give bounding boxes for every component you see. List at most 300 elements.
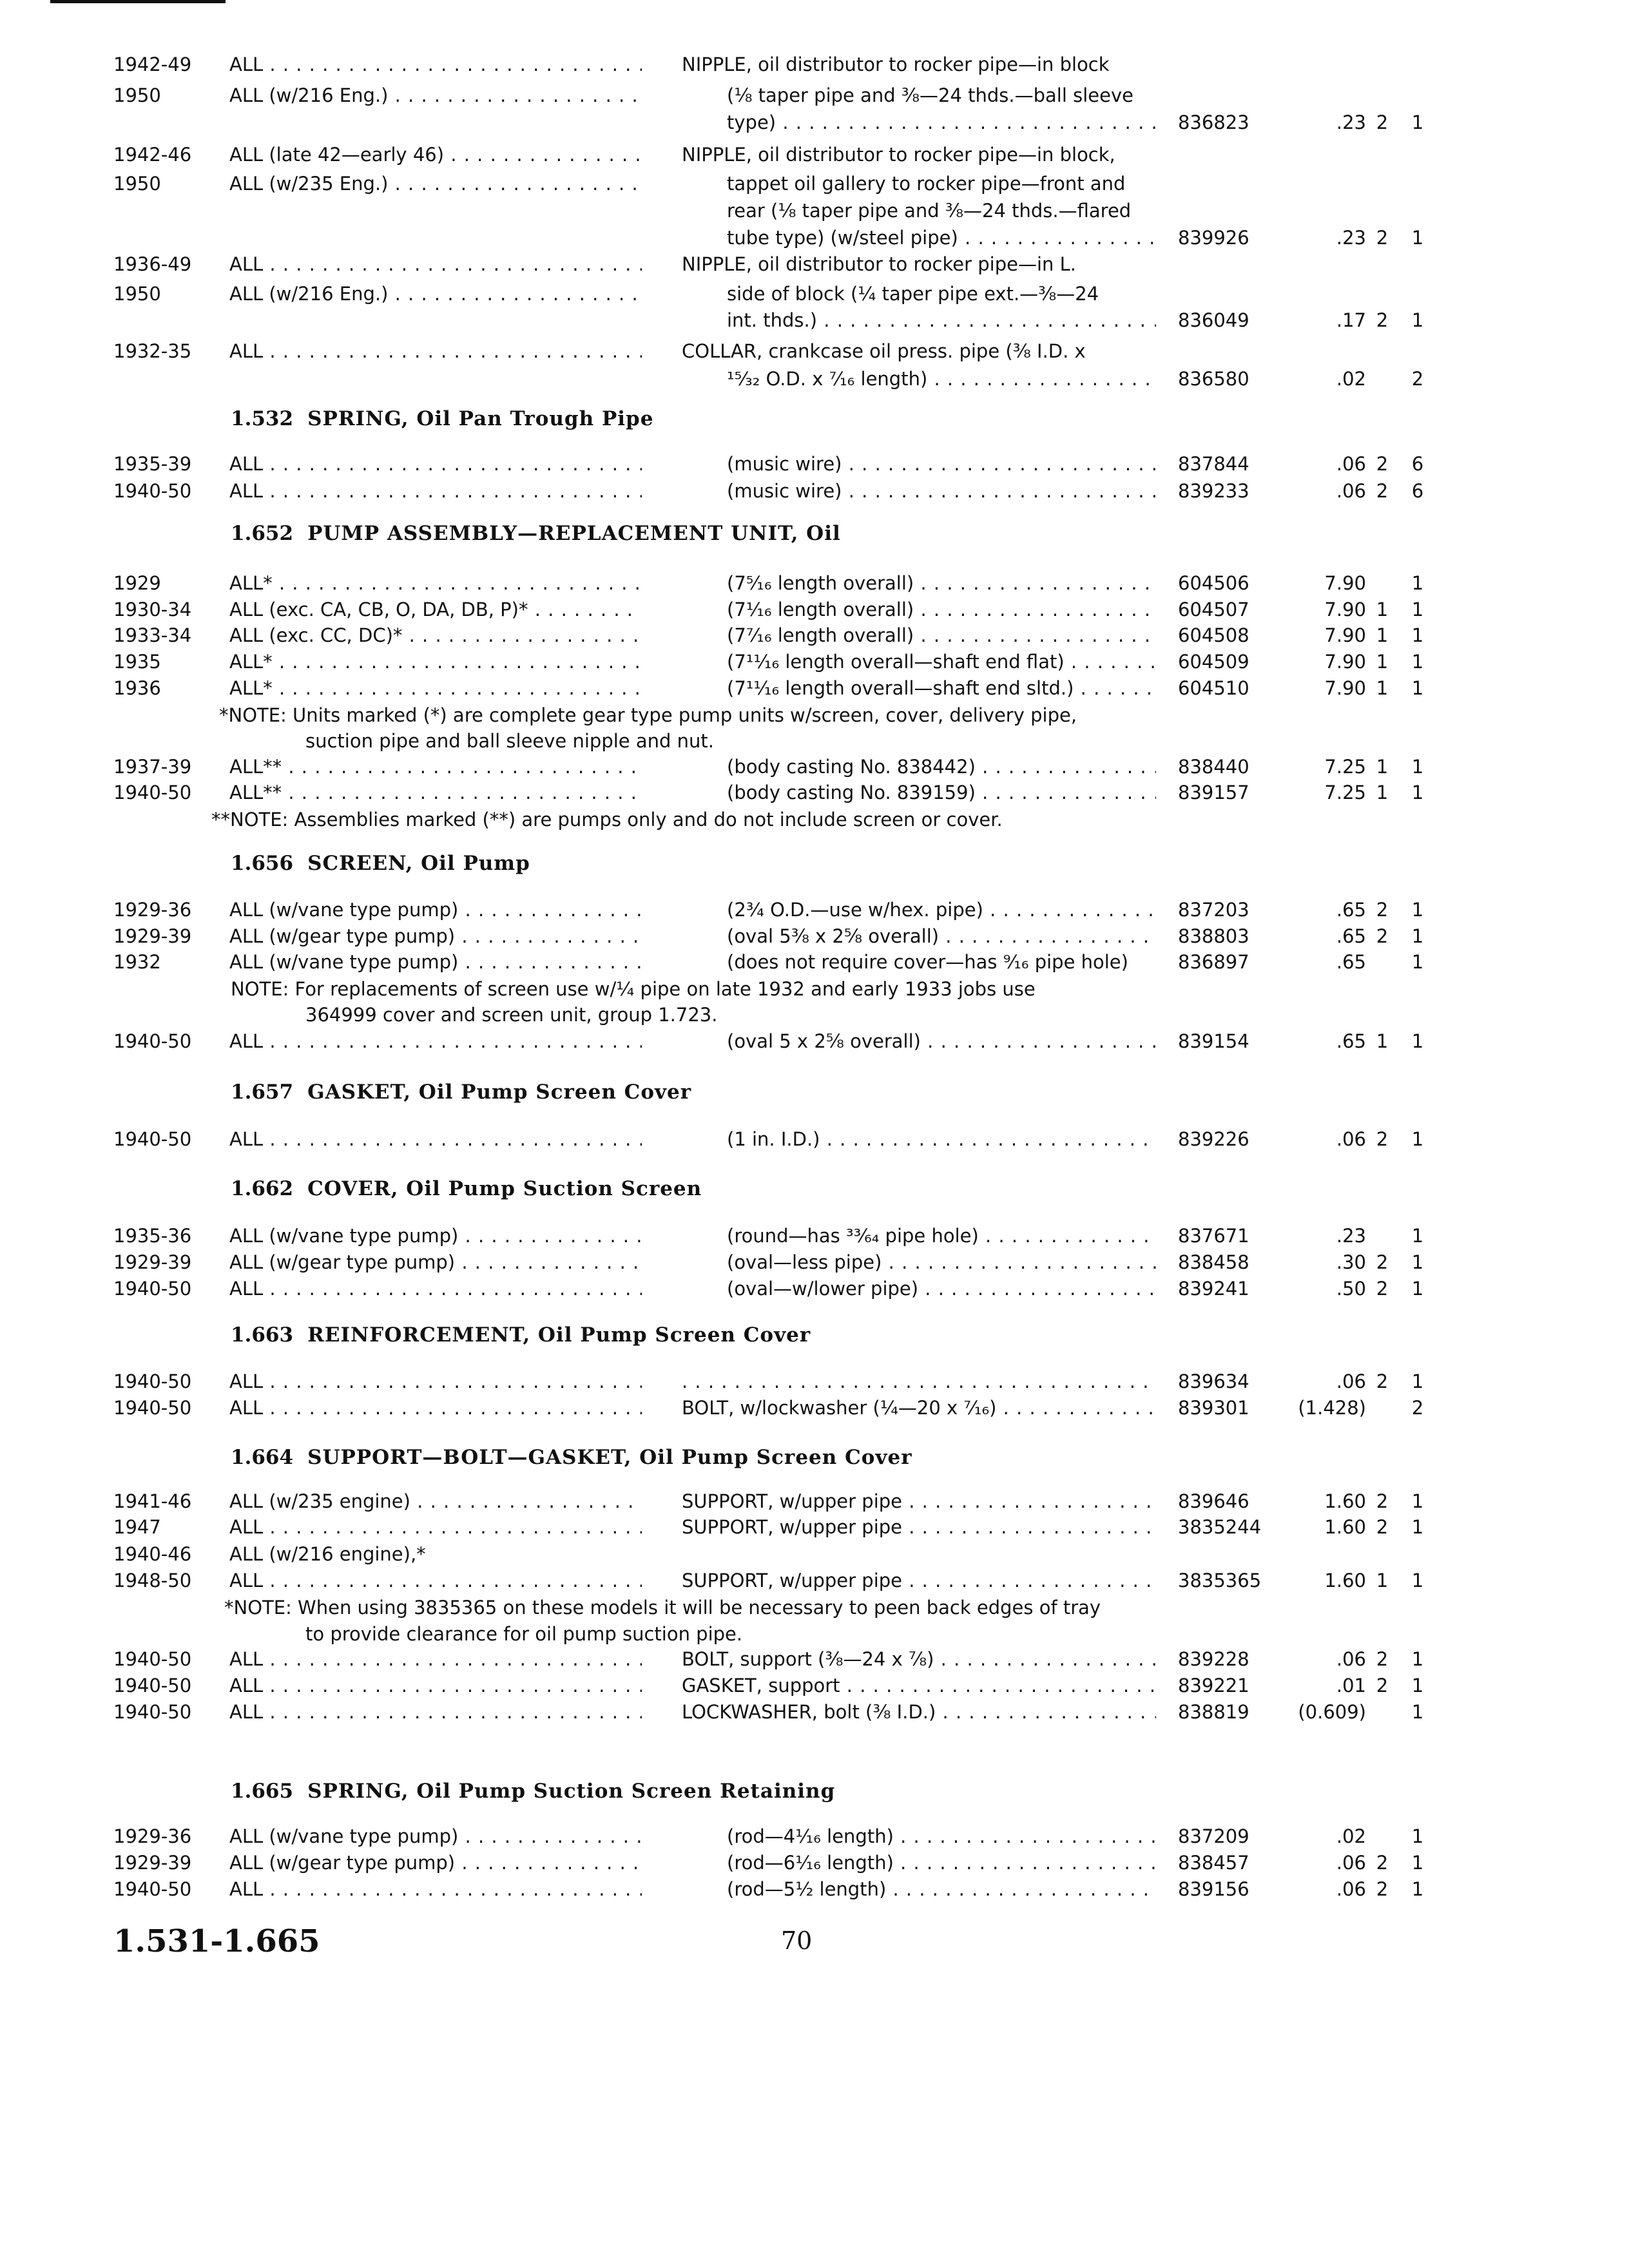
quantity-per-vehicle: 1 [1411,925,1424,947]
part-description: (oval—w/lower pipe) . . . [727,1274,1156,1303]
part-description: (7⁷⁄₁₆ length overall) . . . [727,621,1156,649]
part-description: (rod—6¹⁄₁₆ length) . . . [727,1849,1156,1877]
year-range: 1950 [113,84,161,106]
part-line [0,1698,1629,1726]
quantity-per-vehicle: 1 [1411,1825,1424,1847]
quantity-code: 1 [1376,1030,1389,1052]
section-title: PUMP ASSEMBLY—REPLACEMENT UNIT, Oil [307,522,841,545]
part-description: BOLT, support (⅜—24 x ⅞) . . . [682,1645,1156,1673]
part-number: 839301 [1178,1397,1249,1419]
quantity-code: 2 [1376,1490,1389,1512]
year-range: 1950 [113,173,161,195]
quantity-code: 1 [1376,677,1389,699]
part-line [0,1248,1629,1276]
quantity-per-vehicle: 1 [1411,1370,1424,1392]
year-range: 1932 [113,951,161,973]
year-range: 1940-50 [113,1397,192,1419]
list-price: .01 [1336,1675,1366,1696]
part-line [0,648,1629,676]
list-price: 1.60 [1324,1570,1366,1591]
list-price: .06 [1336,480,1366,502]
part-line [0,1540,1629,1568]
list-price: (0.609) [1298,1701,1366,1723]
part-description: (rod—5½ length) . . . [727,1875,1156,1903]
part-line [0,1645,1629,1673]
model-applicability: ALL** . . . [229,753,642,781]
year-range: 1940-50 [113,782,192,803]
quantity-code: 2 [1376,1878,1389,1900]
model-applicability: ALL** . . . [229,778,642,807]
part-line [0,365,1629,393]
quantity-per-vehicle: 1 [1411,572,1424,594]
quantity-per-vehicle: 2 [1411,368,1424,390]
list-price: .23 [1336,111,1366,133]
quantity-per-vehicle: 1 [1411,651,1424,673]
section-number: 1.664 [231,1446,294,1469]
model-applicability: ALL . . . [229,1698,642,1726]
page-number: 70 [781,1927,813,1955]
part-line [0,1274,1629,1303]
part-line [0,280,1629,308]
year-range: 1948-50 [113,1570,192,1591]
model-applicability: ALL* . . . [229,648,642,676]
quantity-code: 2 [1376,453,1389,475]
year-range: 1942-49 [113,53,192,75]
part-line [0,922,1629,950]
quantity-code: 2 [1376,1675,1389,1696]
section-header [231,849,530,878]
part-line [0,250,1629,278]
group-range: 1.531-1.665 [113,1923,320,1959]
quantity-per-vehicle: 1 [1411,1516,1424,1538]
list-price: 7.90 [1324,572,1366,594]
quantity-per-vehicle: 1 [1411,599,1424,620]
part-line [0,1513,1629,1541]
model-applicability: ALL (w/gear type pump) . . . [229,1248,642,1276]
part-description: (does not require cover—has ⁹⁄₁₆ pipe hole) [727,951,1128,973]
part-number: 838819 [1178,1701,1249,1723]
quantity-code: 2 [1376,925,1389,947]
model-applicability: ALL* . . . [229,674,642,702]
part-description: (body casting No. 839159) . . . [727,778,1156,807]
footnote: NOTE: For replacements of screen use w/¼ pipe on late 1932 and early 1933 jobs use [231,978,1036,1000]
model-applicability: ALL . . . [229,1671,642,1700]
list-price: .65 [1336,899,1366,921]
list-price: .65 [1336,951,1366,973]
part-number: 839233 [1178,480,1249,502]
section-title: SPRING, Oil Pump Suction Screen Retaining [307,1780,836,1803]
part-number: 837209 [1178,1825,1249,1847]
quantity-per-vehicle: 1 [1411,1278,1424,1300]
year-range: 1937-39 [113,756,192,778]
list-price: .02 [1336,1825,1366,1847]
quantity-code: 2 [1376,1648,1389,1670]
part-description: tappet oil gallery to rocker pipe—front and [727,173,1126,195]
quantity-code: 1 [1376,624,1389,646]
part-description: (oval 5⅜ x 2⅝ overall) . . . [727,922,1156,950]
part-description: side of block (¼ taper pipe ext.—⅜—24 [727,283,1099,305]
list-price: 7.90 [1324,624,1366,646]
part-number: 838803 [1178,925,1249,947]
model-applicability: ALL . . . [229,1125,642,1153]
quantity-per-vehicle: 1 [1411,309,1424,331]
quantity-per-vehicle: 1 [1411,111,1424,133]
part-description: (oval—less pipe) . . . [727,1248,1156,1276]
quantity-code: 2 [1376,227,1389,249]
part-description: (7¹¹⁄₁₆ length overall—shaft end flat) . . . [727,648,1156,676]
model-applicability: ALL (exc. CA, CB, O, DA, DB, P)* . . . [229,595,642,624]
model-applicability: ALL (w/216 engine),* [229,1543,426,1565]
year-range: 1940-50 [113,1128,192,1150]
list-price: 7.25 [1324,782,1366,803]
quantity-code: 2 [1376,111,1389,133]
footnote: 364999 cover and screen unit, group 1.723. [305,1004,718,1026]
quantity-per-vehicle: 1 [1411,1490,1424,1512]
section-header [231,1443,912,1472]
model-applicability: ALL . . . [229,1394,642,1422]
quantity-per-vehicle: 2 [1411,1397,1424,1419]
quantity-per-vehicle: 1 [1411,1251,1424,1273]
list-price: .65 [1336,1030,1366,1052]
list-price: .06 [1336,453,1366,475]
part-number: 839634 [1178,1370,1249,1392]
quantity-code: 1 [1376,599,1389,620]
year-range: 1935-36 [113,1225,192,1247]
list-price: 7.90 [1324,599,1366,620]
list-price: 7.90 [1324,651,1366,673]
quantity-per-vehicle: 1 [1411,1648,1424,1670]
year-range: 1935 [113,651,161,673]
part-line [0,948,1629,976]
year-range: 1940-50 [113,1030,192,1052]
quantity-code: 2 [1376,1128,1389,1150]
quantity-code: 2 [1376,480,1389,502]
part-number: 836897 [1178,951,1249,973]
year-range: 1940-50 [113,1278,192,1300]
part-description: rear (⅛ taper pipe and ⅜—24 thds.—flared [727,200,1132,222]
section-header [231,1175,702,1203]
list-price: (1.428) [1298,1397,1366,1419]
list-price: 1.60 [1324,1516,1366,1538]
part-line [0,477,1629,505]
model-applicability: ALL (w/235 Eng.) . . . [229,169,642,198]
year-range: 1933-34 [113,624,192,646]
list-price: .17 [1336,309,1366,331]
part-description: type) . . . [727,108,1156,137]
list-price: .06 [1336,1852,1366,1874]
part-line [0,169,1629,198]
part-description: (music wire) . . . [727,477,1156,505]
footnote: suction pipe and ball sleeve nipple and nut. [305,730,714,752]
year-range: 1940-50 [113,1648,192,1670]
part-line [0,337,1629,365]
part-line [0,1566,1629,1595]
part-description: LOCKWASHER, bolt (⅜ I.D.) . . . [682,1698,1156,1726]
part-line [0,1875,1629,1903]
model-applicability: ALL . . . [229,1875,642,1903]
year-range: 1936-49 [113,253,192,275]
model-applicability: ALL . . . [229,1513,642,1541]
year-range: 1940-50 [113,1878,192,1900]
part-number: 839157 [1178,782,1249,803]
list-price: .06 [1336,1878,1366,1900]
part-description: int. thds.) . . . [727,306,1156,334]
model-applicability: ALL (w/vane type pump) . . . [229,948,642,976]
part-line [0,197,1629,225]
quantity-code: 1 [1376,782,1389,803]
model-applicability: ALL . . . [229,1027,642,1055]
model-applicability: ALL (w/235 engine) . . . [229,1487,642,1515]
list-price: 7.25 [1324,756,1366,778]
section-header [231,519,841,548]
model-applicability: ALL . . . [229,50,642,79]
section-header [231,1078,691,1106]
quantity-per-vehicle: 1 [1411,624,1424,646]
section-number: 1.657 [231,1081,294,1104]
footnote: to provide clearance for oil pump suction pipe. [305,1623,743,1645]
year-range: 1940-46 [113,1543,192,1565]
part-number: 838458 [1178,1251,1249,1273]
quantity-code: 1 [1376,651,1389,673]
model-applicability: ALL . . . [229,1367,642,1396]
section-number: 1.662 [231,1177,294,1200]
part-number: 836823 [1178,111,1249,133]
model-applicability: ALL* . . . [229,569,642,597]
part-description: SUPPORT, w/upper pipe . . . [682,1487,1156,1515]
part-number: 839241 [1178,1278,1249,1300]
year-range: 1947 [113,1516,161,1538]
part-number: 3835365 [1178,1570,1262,1591]
model-applicability: ALL . . . [229,450,642,478]
model-applicability: ALL (w/gear type pump) . . . [229,1849,642,1877]
part-description: (7¹⁄₁₆ length overall) . . . [727,595,1156,624]
part-description: SUPPORT, w/upper pipe . . . [682,1566,1156,1595]
section-header [231,1777,835,1805]
part-description: (music wire) . . . [727,450,1156,478]
part-number: 839646 [1178,1490,1249,1512]
year-range: 1940-50 [113,1370,192,1392]
part-description: tube type) (w/steel pipe) . . . [727,224,1156,252]
part-line [0,896,1629,924]
model-applicability: ALL (w/216 Eng.) . . . [229,280,642,308]
model-applicability: ALL (w/vane type pump) . . . [229,896,642,924]
part-number: 839926 [1178,227,1249,249]
model-applicability: ALL . . . [229,1566,642,1595]
part-description [682,1367,1156,1396]
year-range: 1935-39 [113,453,192,475]
part-description: (rod—4¹⁄₁₆ length) . . . [727,1822,1156,1850]
part-line [0,1125,1629,1153]
part-number: 837671 [1178,1225,1249,1247]
quantity-code: 2 [1376,899,1389,921]
section-title: SPRING, Oil Pan Trough Pipe [307,407,654,430]
footnote: **NOTE: Assemblies marked (**) are pumps only and do not include screen or cover. [211,809,1003,831]
quantity-per-vehicle: 1 [1411,1128,1424,1150]
part-line [0,140,1629,169]
year-range: 1929-36 [113,899,192,921]
quantity-per-vehicle: 1 [1411,1225,1424,1247]
part-line [0,1222,1629,1250]
list-price: .50 [1336,1278,1366,1300]
part-description: COLLAR, crankcase oil press. pipe (⅜ I.D. x [682,340,1086,362]
section-number: 1.665 [231,1780,294,1803]
quantity-per-vehicle: 1 [1411,1030,1424,1052]
part-description: NIPPLE, oil distributor to rocker pipe—in block, [682,144,1115,166]
part-line [0,621,1629,649]
part-description: (body casting No. 838442) . . . [727,753,1156,781]
part-number: 839154 [1178,1030,1249,1052]
model-applicability: ALL (w/gear type pump) . . . [229,922,642,950]
model-applicability: ALL (exc. CC, DC)* . . . [229,621,642,649]
model-applicability: ALL . . . [229,477,642,505]
part-description: (7¹¹⁄₁₆ length overall—shaft end sltd.) . . . [727,674,1156,702]
quantity-per-vehicle: 1 [1411,1570,1424,1591]
list-price: .06 [1336,1648,1366,1670]
part-number: 3835244 [1178,1516,1262,1538]
quantity-code: 2 [1376,309,1389,331]
year-range: 1932-35 [113,340,192,362]
part-number: 839156 [1178,1878,1249,1900]
part-number: 838440 [1178,756,1249,778]
quantity-code: 2 [1376,1251,1389,1273]
part-description: ¹⁵⁄₃₂ O.D. x ⁷⁄₁₆ length) . . . [727,365,1156,393]
part-description: GASKET, support . . . [682,1671,1156,1700]
part-number: 839221 [1178,1675,1249,1696]
quantity-code: 2 [1376,1852,1389,1874]
part-line [0,108,1629,137]
year-range: 1950 [113,283,161,305]
quantity-per-vehicle: 1 [1411,1701,1424,1723]
model-applicability: ALL (late 42—early 46) . . . [229,140,642,169]
list-price: .65 [1336,925,1366,947]
part-line [0,1394,1629,1422]
part-number: 604507 [1178,599,1249,620]
list-price: .23 [1336,1225,1366,1247]
model-applicability: ALL (w/216 Eng.) . . . [229,81,642,110]
part-line [0,778,1629,807]
part-description: NIPPLE, oil distributor to rocker pipe—in L. [682,253,1076,275]
part-line [0,753,1629,781]
year-range: 1940-50 [113,1701,192,1723]
part-description: BOLT, w/lockwasher (¼—20 x ⁷⁄₁₆) . . . [682,1394,1156,1422]
quantity-per-vehicle: 1 [1411,899,1424,921]
list-price: .06 [1336,1370,1366,1392]
quantity-per-vehicle: 1 [1411,1675,1424,1696]
part-number: 836049 [1178,309,1249,331]
quantity-per-vehicle: 1 [1411,1852,1424,1874]
model-applicability: ALL . . . [229,250,642,278]
quantity-per-vehicle: 1 [1411,1878,1424,1900]
top-rule [50,0,226,3]
part-line [0,450,1629,478]
list-price: .02 [1336,368,1366,390]
year-range: 1941-46 [113,1490,192,1512]
part-number: 604509 [1178,651,1249,673]
quantity-code: 2 [1376,1370,1389,1392]
year-range: 1930-34 [113,599,192,620]
section-header [231,1321,811,1349]
list-price: 1.60 [1324,1490,1366,1512]
year-range: 1940-50 [113,480,192,502]
model-applicability: ALL (w/vane type pump) . . . [229,1822,642,1850]
list-price: .30 [1336,1251,1366,1273]
part-line [0,1822,1629,1850]
year-range: 1929-39 [113,925,192,947]
part-description: (oval 5 x 2⅝ overall) . . . [727,1027,1156,1055]
part-line [0,1849,1629,1877]
quantity-per-vehicle: 1 [1411,227,1424,249]
quantity-code: 1 [1376,756,1389,778]
section-number: 1.663 [231,1323,294,1347]
model-applicability: ALL . . . [229,337,642,365]
quantity-per-vehicle: 1 [1411,951,1424,973]
part-line [0,1671,1629,1700]
section-number: 1.532 [231,407,294,430]
section-title: GASKET, Oil Pump Screen Cover [307,1081,692,1104]
part-description: (2¾ O.D.—use w/hex. pipe) . . . [727,896,1156,924]
model-applicability: ALL . . . [229,1645,642,1673]
section-title: COVER, Oil Pump Suction Screen [307,1177,702,1200]
part-number: 839226 [1178,1128,1249,1150]
part-line [0,569,1629,597]
quantity-per-vehicle: 1 [1411,677,1424,699]
year-range: 1929-39 [113,1251,192,1273]
section-number: 1.656 [231,852,294,875]
part-number: 839228 [1178,1648,1249,1670]
part-number: 837844 [1178,453,1249,475]
part-line [0,1367,1629,1396]
part-number: 604510 [1178,677,1249,699]
section-title: SCREEN, Oil Pump [307,852,530,875]
part-description: SUPPORT, w/upper pipe . . . [682,1513,1156,1541]
year-range: 1940-50 [113,1675,192,1696]
quantity-code: 2 [1376,1278,1389,1300]
section-title: SUPPORT—BOLT—GASKET, Oil Pump Screen Cover [307,1446,912,1469]
quantity-code: 2 [1376,1516,1389,1538]
part-description: (7⁵⁄₁₆ length overall) . . . [727,569,1156,597]
quantity-per-vehicle: 1 [1411,756,1424,778]
part-description: NIPPLE, oil distributor to rocker pipe—in block [682,53,1110,75]
list-price: .23 [1336,227,1366,249]
section-title: REINFORCEMENT, Oil Pump Screen Cover [307,1323,811,1347]
part-number: 837203 [1178,899,1249,921]
part-line [0,81,1629,110]
footnote: *NOTE: When using 3835365 on these models it will be necessary to peen back edges of tray [224,1597,1101,1619]
quantity-per-vehicle: 6 [1411,480,1424,502]
footnote: *NOTE: Units marked (*) are complete gear type pump units w/screen, cover, delivery pipe, [219,704,1077,726]
part-line [0,595,1629,624]
year-range: 1929 [113,572,161,594]
part-number: 836580 [1178,368,1249,390]
part-number: 604508 [1178,624,1249,646]
part-description: (round—has ³³⁄₆₄ pipe hole) . . . [727,1222,1156,1250]
part-number: 838457 [1178,1852,1249,1874]
quantity-per-vehicle: 1 [1411,782,1424,803]
part-line [0,674,1629,702]
model-applicability: ALL (w/vane type pump) . . . [229,1222,642,1250]
part-line [0,1027,1629,1055]
part-number: 604506 [1178,572,1249,594]
part-description: (1 in. I.D.) . . . [727,1125,1156,1153]
year-range: 1929-36 [113,1825,192,1847]
part-line [0,1487,1629,1515]
quantity-code: 1 [1376,1570,1389,1591]
part-description: (⅛ taper pipe and ⅜—24 thds.—ball sleeve [727,84,1133,106]
part-line [0,50,1629,79]
year-range: 1936 [113,677,161,699]
list-price: .06 [1336,1128,1366,1150]
part-line [0,224,1629,252]
